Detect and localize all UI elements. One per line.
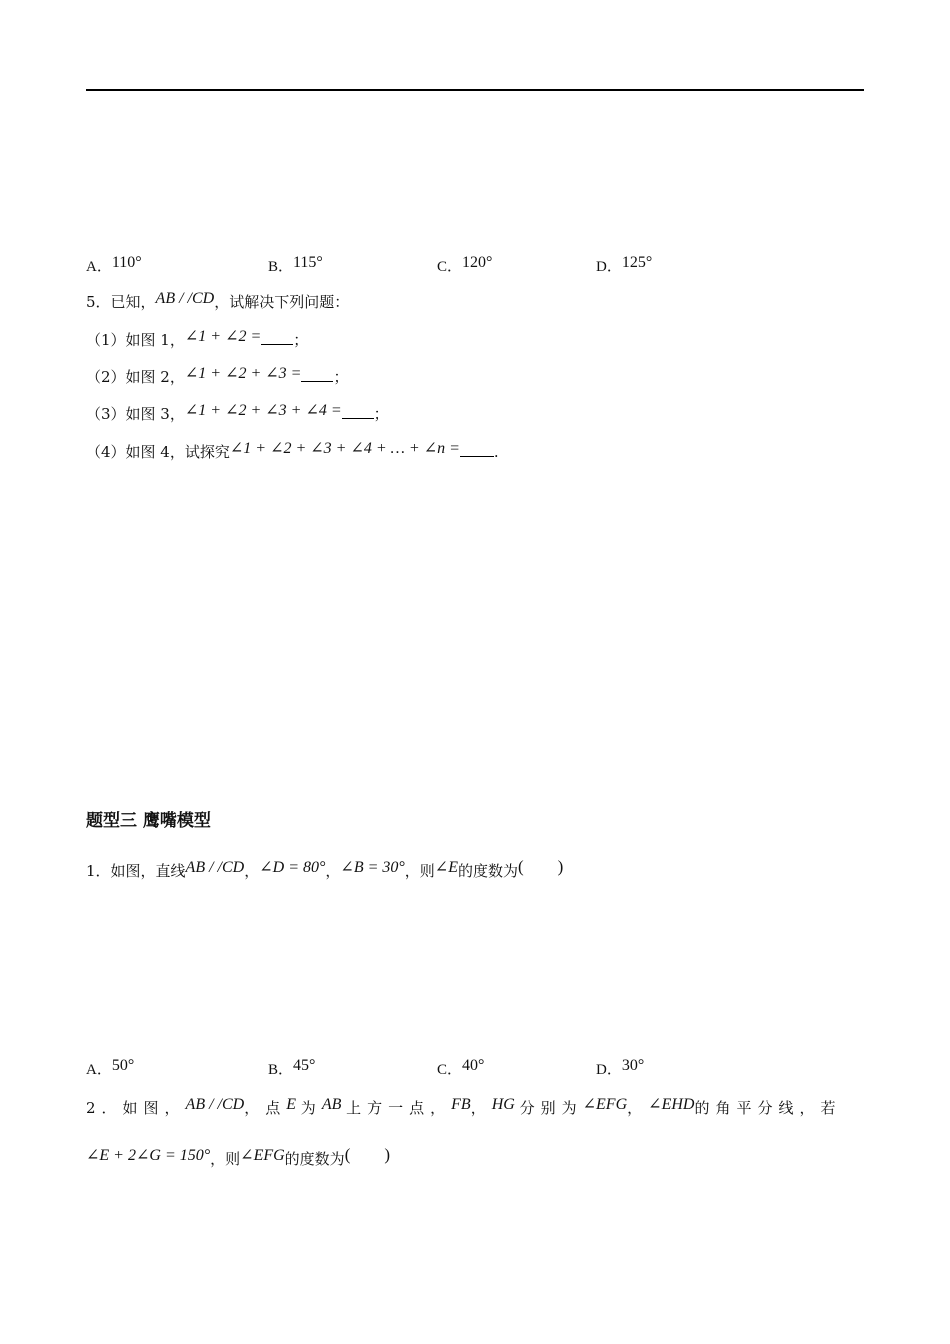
- q1-suffix: 的度数为: [457, 862, 518, 880]
- part-label: （4）如图 4，试探究: [86, 443, 230, 461]
- q5-prefix: 5．已知，: [86, 293, 156, 311]
- answer-paren[interactable]: ( ): [344, 1145, 391, 1164]
- answer-blank[interactable]: [460, 442, 494, 457]
- part-end: ；: [373, 405, 389, 423]
- q1-given: AB / /CD: [185, 859, 245, 876]
- q1-target: ∠E: [434, 859, 458, 876]
- q1-comma: ，: [244, 862, 260, 880]
- q2-text: ，: [470, 1099, 492, 1117]
- option-label: B．: [268, 259, 294, 275]
- option-value: 125°: [621, 254, 653, 271]
- header-rule: [86, 89, 864, 91]
- q5-part-1: [86, 330, 308, 351]
- option-b[interactable]: [268, 255, 323, 276]
- part-label: （1）如图 1，: [86, 331, 185, 349]
- s3-q1-stem: [86, 857, 564, 882]
- q1-cond-d: ∠D = 80°: [259, 859, 326, 876]
- q2-text: ，点: [244, 1099, 287, 1117]
- part-end: ；: [333, 368, 349, 386]
- option-c[interactable]: [437, 255, 492, 276]
- q1-cond-b: ∠B = 30°: [340, 859, 405, 876]
- option-d[interactable]: [596, 1058, 644, 1079]
- q5-stem: [86, 292, 349, 313]
- option-value: 45°: [293, 1057, 316, 1074]
- q2-text: ，则: [210, 1150, 241, 1168]
- q2-text: 的角平分线，若: [694, 1099, 842, 1117]
- part-expr: ∠1 + ∠2 =: [184, 328, 262, 345]
- q5-part-3: [86, 404, 389, 425]
- q2-fb: FB: [451, 1096, 471, 1113]
- q2-given: AB / /CD: [185, 1096, 245, 1113]
- option-label: C．: [437, 1062, 463, 1078]
- option-value: 120°: [462, 254, 493, 271]
- option-label: A．: [86, 259, 112, 275]
- q2-angle-efg: ∠EFG: [582, 1096, 628, 1113]
- q2-point-e: E: [286, 1096, 297, 1113]
- part-end: .: [493, 443, 499, 461]
- q5-part-4: [86, 442, 499, 463]
- part-expr: ∠1 + ∠2 + ∠3 =: [184, 365, 302, 382]
- part-label: （2）如图 2，: [86, 368, 185, 386]
- section-title: 题型三 鹰嘴模型: [86, 811, 211, 831]
- q2-prefix: 2．如图，: [86, 1099, 186, 1117]
- part-label: （3）如图 3，: [86, 405, 185, 423]
- option-value: 30°: [621, 1057, 645, 1074]
- option-value: 50°: [111, 1057, 135, 1074]
- q2-text: ，: [627, 1099, 649, 1117]
- q5-given: AB / /CD: [155, 290, 215, 307]
- option-c[interactable]: [437, 1058, 484, 1079]
- q2-condition: ∠E + 2∠G = 150°: [86, 1147, 211, 1164]
- q2-seg: AB: [321, 1096, 342, 1113]
- q2-suffix: 的度数为: [284, 1150, 345, 1168]
- q2-angle-ehd: ∠EHD: [648, 1096, 695, 1113]
- q2-text: 上方一点，: [346, 1099, 452, 1117]
- q5-suffix: ，试解决下列问题：: [214, 293, 350, 311]
- option-b[interactable]: [268, 1058, 315, 1079]
- option-label: A．: [86, 1062, 112, 1078]
- part-end: ；: [293, 331, 309, 349]
- q1-then: ，则: [404, 862, 435, 880]
- option-label: D．: [596, 1062, 622, 1078]
- answer-blank[interactable]: [342, 404, 374, 419]
- q2-text: 分别为: [519, 1099, 583, 1117]
- option-value: 115°: [293, 254, 323, 271]
- q2-target: ∠EFG: [240, 1147, 285, 1164]
- option-label: C．: [437, 259, 463, 275]
- option-value: 110°: [111, 254, 142, 271]
- q5-part-2: [86, 367, 348, 388]
- option-value: 40°: [462, 1057, 485, 1074]
- answer-blank[interactable]: [301, 367, 333, 382]
- option-a[interactable]: [86, 255, 142, 276]
- option-d[interactable]: [596, 255, 652, 276]
- s3-q2-stem-line1: [86, 1098, 864, 1119]
- option-a[interactable]: [86, 1058, 134, 1079]
- option-label: B．: [268, 1062, 294, 1078]
- q1-prefix: 1．如图，直线: [86, 862, 186, 880]
- q1-comma: ，: [325, 862, 341, 880]
- q2-hg: HG: [491, 1096, 515, 1113]
- answer-paren[interactable]: ( ): [518, 857, 564, 876]
- option-label: D．: [596, 259, 622, 275]
- s3-q2-stem-line2: [86, 1145, 391, 1170]
- part-expr: ∠1 + ∠2 + ∠3 + ∠4 + … + ∠n =: [229, 440, 460, 457]
- q2-text: 为: [300, 1099, 322, 1117]
- answer-blank[interactable]: [261, 330, 293, 345]
- part-expr: ∠1 + ∠2 + ∠3 + ∠4 =: [184, 402, 342, 419]
